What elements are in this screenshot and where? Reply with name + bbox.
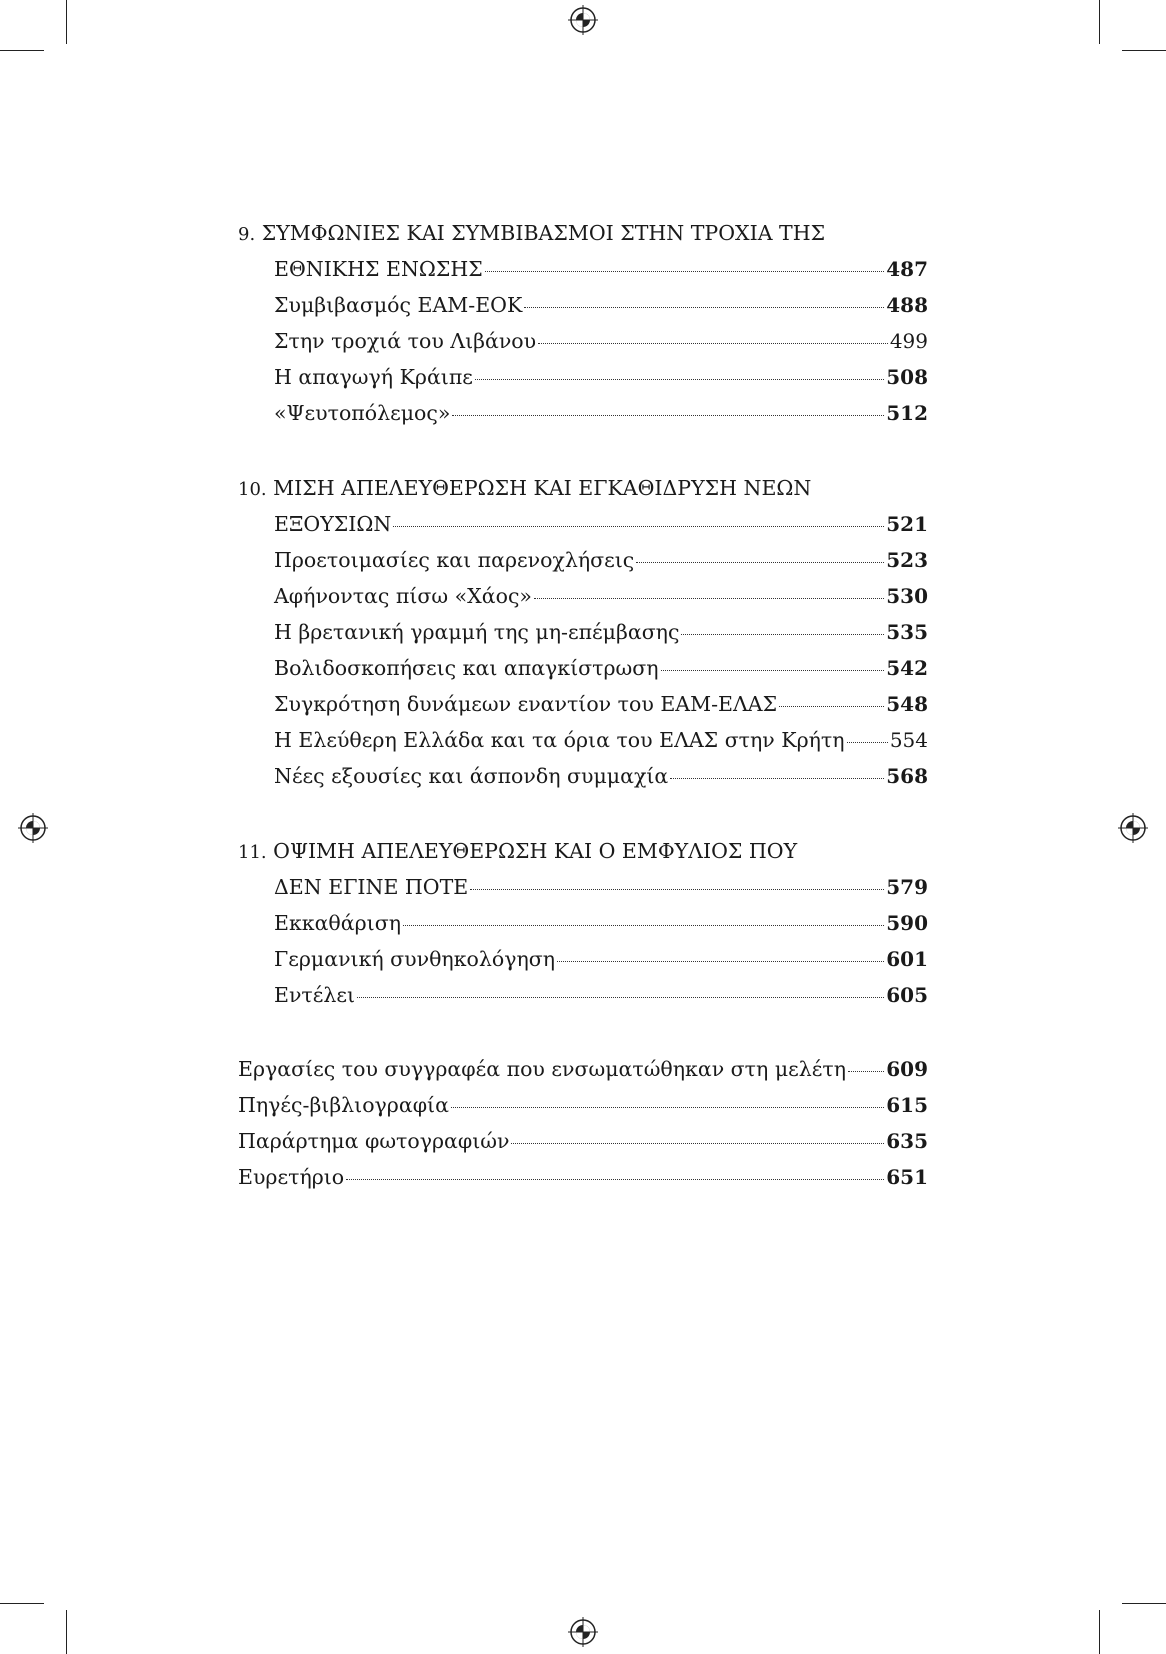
chapter-title-continued: ΕΞΟΥΣΙΩΝ [274, 512, 392, 536]
toc-entry [274, 761, 928, 791]
leader-dots [670, 777, 884, 779]
toc-entry [238, 1090, 928, 1120]
entry-title: Νέες εξουσίες και άσπονδη συμμαχία [274, 764, 669, 788]
chapter-title-continued: ΕΘΝΙΚΗΣ ΕΝΩΣΗΣ [274, 257, 483, 281]
toc-entry [274, 254, 928, 284]
leader-dots [847, 741, 888, 743]
toc-entry [238, 1162, 928, 1192]
leader-dots [357, 996, 884, 998]
toc-entry [274, 617, 928, 647]
page-number: 568 [886, 764, 928, 788]
toc-entry [274, 872, 928, 902]
entry-title: Συγκρότηση δυνάμεων εναντίον του ΕΑΜ-ΕΛΑΣ [274, 692, 778, 716]
leader-dots [848, 1070, 884, 1072]
page-number: 508 [886, 365, 928, 389]
toc-entry [238, 1054, 928, 1084]
registration-mark-icon [18, 813, 48, 843]
leader-dots [534, 597, 884, 599]
page-number: 548 [886, 692, 928, 716]
page-number: 609 [886, 1057, 928, 1081]
chapter-number: 10. [238, 479, 267, 500]
toc-entry [274, 653, 928, 683]
entry-title: Βολιδοσκοπήσεις και απαγκίστρωση [274, 656, 659, 680]
entry-title: Συμβιβασμός ΕΑΜ-ΕΟΚ [274, 293, 523, 317]
page-number: 487 [886, 257, 928, 281]
entry-title: Πηγές-βιβλιογραφία [238, 1093, 449, 1117]
entry-title: Εκκαθάριση [274, 911, 401, 935]
crop-mark-bottom-right-vertical [1099, 1610, 1100, 1654]
crop-mark-top-right-horizontal [1122, 50, 1166, 51]
page-number: 488 [886, 293, 928, 317]
chapter-title-continued: ΔΕΝ ΕΓΙΝΕ ΠΟΤΕ [274, 875, 469, 899]
toc-entry [274, 362, 928, 392]
page-number: 523 [886, 548, 928, 572]
leader-dots [393, 525, 884, 527]
chapter-10-heading [238, 473, 928, 505]
leader-dots [511, 1142, 884, 1144]
leader-dots [452, 414, 884, 416]
toc-entry [274, 581, 928, 611]
toc-entry [274, 980, 928, 1010]
chapter-11-heading [238, 836, 928, 868]
page-number: 499 [889, 329, 928, 353]
entry-title: Η βρετανική γραμμή της μη-επέμβασης [274, 620, 680, 644]
leader-dots [403, 924, 884, 926]
crop-mark-bottom-right-horizontal [1122, 1603, 1166, 1604]
entry-title: Εργασίες του συγγραφέα που ενσωματώθηκαν στη μελέτη [238, 1057, 846, 1081]
crop-mark-bottom-left-horizontal [0, 1603, 44, 1604]
page-number: 579 [886, 875, 928, 899]
toc-entry [274, 290, 928, 320]
leader-dots [524, 306, 884, 308]
entry-title: Αφήνοντας πίσω «Χάος» [274, 584, 532, 608]
page-number: 512 [886, 401, 928, 425]
page-number: 651 [886, 1165, 928, 1189]
entry-title: Η Ελεύθερη Ελλάδα και τα όρια του ΕΛΑΣ στην Κρήτη [274, 728, 845, 752]
entry-title: Ευρετήριο [238, 1165, 345, 1189]
entry-title: Εντέλει [274, 983, 356, 1007]
leader-dots [346, 1178, 884, 1180]
chapter-title: ΣΥΜΦΩΝΙΕΣ ΚΑΙ ΣΥΜΒΙΒΑΣΜΟΙ ΣΤΗΝ ΤΡΟΧΙΑ ΤΗΣ [261, 221, 826, 245]
leader-dots [779, 705, 884, 707]
toc-entry [274, 326, 928, 356]
toc-entry [238, 1126, 928, 1156]
leader-dots [681, 633, 884, 635]
page-number: 535 [886, 620, 928, 644]
leader-dots [485, 270, 884, 272]
registration-mark-icon [568, 5, 598, 35]
leader-dots [470, 888, 884, 890]
entry-title: Προετοιμασίες και παρενοχλήσεις [274, 548, 635, 572]
page-number: 605 [886, 983, 928, 1007]
crop-mark-top-left-vertical [66, 0, 67, 44]
page-number: 521 [886, 512, 928, 536]
page-number: 530 [886, 584, 928, 608]
toc-entry [274, 908, 928, 938]
page-number: 635 [886, 1129, 928, 1153]
leader-dots [475, 378, 884, 380]
crop-mark-top-right-vertical [1099, 0, 1100, 44]
entry-title: «Ψευτοπόλεμος» [274, 401, 451, 425]
toc-entry [274, 689, 928, 719]
leader-dots [451, 1106, 884, 1108]
entry-title: Η απαγωγή Κράιπε [274, 365, 473, 389]
toc-entry [274, 944, 928, 974]
leader-dots [557, 960, 884, 962]
entry-title: Γερμανική συνθηκολόγηση [274, 947, 556, 971]
chapter-title: ΟΨΙΜΗ ΑΠΕΛΕΥΘΕΡΩΣΗ ΚΑΙ Ο ΕΜΦΥΛΙΟΣ ΠΟΥ [273, 839, 798, 863]
chapter-number: 11. [238, 842, 267, 863]
toc-entry [274, 545, 928, 575]
toc-entry [274, 725, 928, 755]
entry-title: Παράρτημα φωτογραφιών [238, 1129, 510, 1153]
entry-title: Στην τροχιά του Λιβάνου [274, 329, 537, 353]
leader-dots [661, 669, 885, 671]
page-number: 601 [886, 947, 928, 971]
page-number: 590 [886, 911, 928, 935]
toc-entry [274, 398, 928, 428]
chapter-9-heading [238, 218, 928, 250]
registration-mark-icon [568, 1617, 598, 1647]
registration-mark-icon [1118, 813, 1148, 843]
page-number: 542 [886, 656, 928, 680]
chapter-title: ΜΙΣΗ ΑΠΕΛΕΥΘΕΡΩΣΗ ΚΑΙ ΕΓΚΑΘΙΔΡΥΣΗ ΝΕΩΝ [273, 476, 812, 500]
chapter-number: 9. [238, 224, 256, 245]
leader-dots [538, 342, 888, 344]
crop-mark-bottom-left-vertical [66, 1610, 67, 1654]
toc-entry [274, 509, 928, 539]
leader-dots [636, 561, 884, 563]
page-number: 554 [889, 728, 928, 752]
crop-mark-top-left-horizontal [0, 50, 44, 51]
page-number: 615 [886, 1093, 928, 1117]
